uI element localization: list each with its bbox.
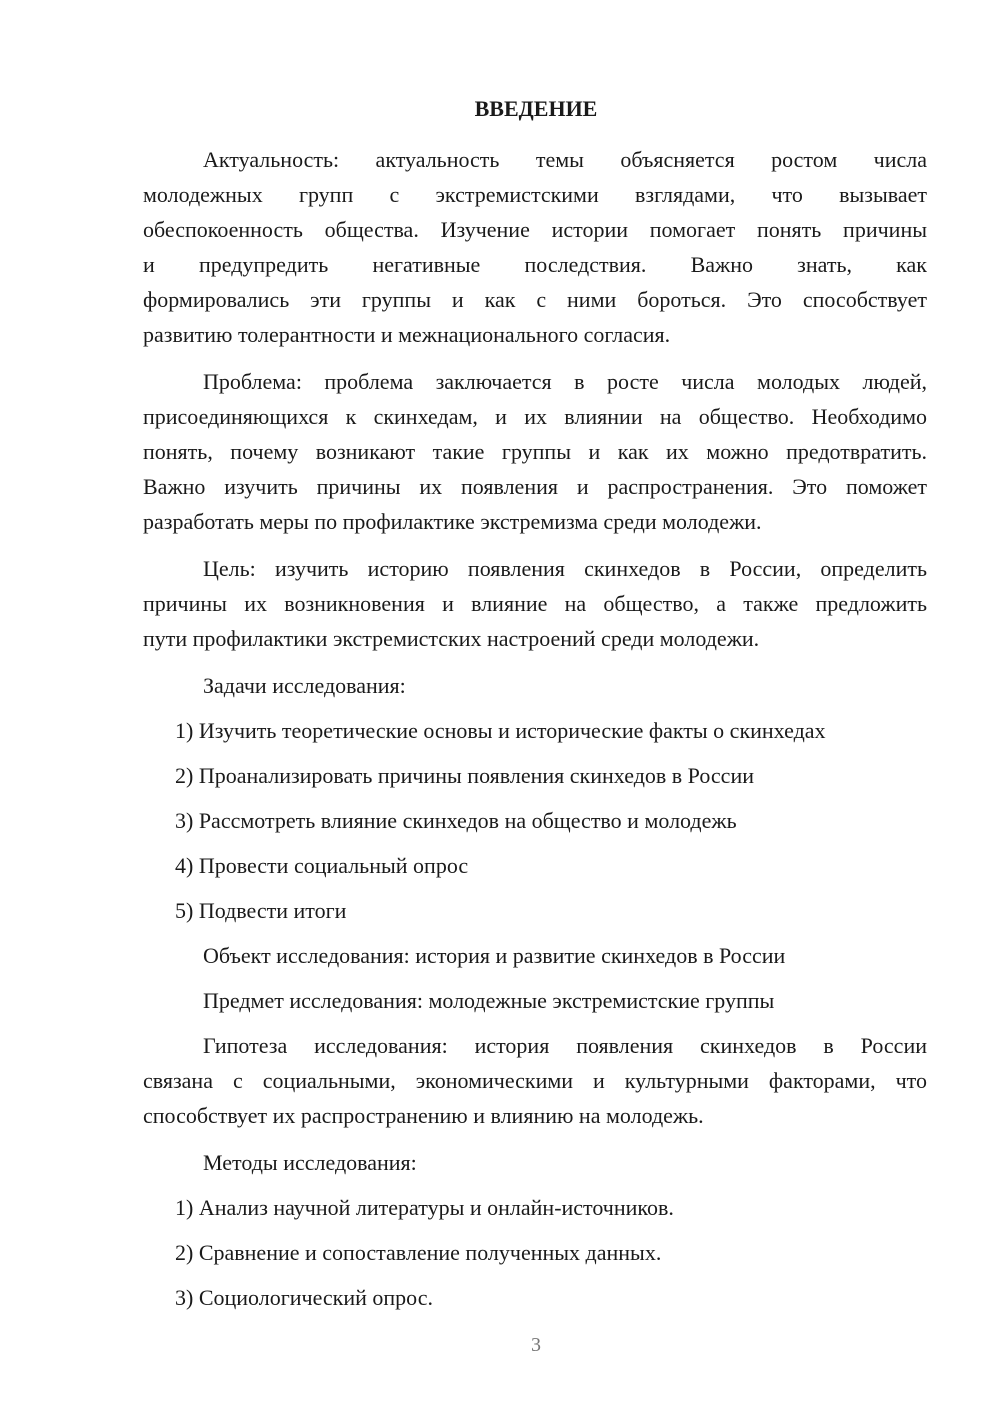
- paragraph-line: Важно изучить причины их появления и распространения. Это поможет: [143, 474, 927, 499]
- list-item: 1) Изучить теоретические основы и исторические факты о скинхедах: [175, 718, 826, 743]
- paragraph-line: молодежных групп с экстремистскими взглядами, что вызывает: [143, 182, 927, 207]
- document-body: [143, 142, 927, 1325]
- paragraph-line: причины их возникновения и влияние на общество, а также предложить: [143, 591, 927, 616]
- paragraph: [143, 364, 927, 539]
- paragraph-line: Гипотеза исследования: история появления скинхедов в России: [203, 1033, 927, 1058]
- paragraph: [143, 1028, 927, 1133]
- section-title: ВВЕДЕНИЕ: [474, 96, 598, 121]
- paragraph: Задачи исследования:: [203, 673, 406, 698]
- paragraph-line: пути профилактики экстремистских настроений среди молодежи.: [143, 626, 760, 651]
- paragraph-line: развитию толерантности и межнационального согласия.: [143, 322, 671, 347]
- list-item: 2) Сравнение и сопоставление полученных данных.: [175, 1240, 662, 1265]
- paragraph: Объект исследования: история и развитие скинхедов в России: [203, 943, 786, 968]
- paragraph-line: Цель: изучить историю появления скинхедов в России, определить: [203, 556, 927, 581]
- paragraph-line: обеспокоенность общества. Изучение истории помогает понять причины: [143, 217, 927, 242]
- list-item: 2) Проанализировать причины появления скинхедов в России: [175, 763, 754, 788]
- list-item: 5) Подвести итоги: [175, 898, 347, 923]
- paragraph: Предмет исследования: молодежные экстремистские группы: [203, 988, 775, 1013]
- list-item: 3) Рассмотреть влияние скинхедов на общество и молодежь: [175, 808, 737, 833]
- list-item: 4) Провести социальный опрос: [175, 853, 469, 878]
- paragraph: [143, 551, 927, 656]
- page-number: 3: [531, 1334, 541, 1356]
- paragraph-line: и предупредить негативные последствия. Важно знать, как: [143, 252, 927, 277]
- paragraph: Методы исследования:: [203, 1150, 417, 1175]
- paragraph-line: разработать меры по профилактике экстремизма среди молодежи.: [143, 509, 762, 534]
- paragraph-line: Проблема: проблема заключается в росте числа молодых людей,: [203, 369, 927, 394]
- list-item: 1) Анализ научной литературы и онлайн-источников.: [175, 1195, 674, 1220]
- paragraph-line: связана с социальными, экономическими и культурными факторами, что: [143, 1068, 927, 1093]
- paragraph-line: понять, почему возникают такие группы и как их можно предотвратить.: [143, 439, 927, 464]
- paragraph-line: Актуальность: актуальность темы объясняется ростом числа: [203, 147, 927, 172]
- paragraph-line: способствует их распространению и влиянию на молодежь.: [143, 1103, 704, 1128]
- paragraph-line: присоединяющихся к скинхедам, и их влиянии на общество. Необходимо: [143, 404, 927, 429]
- paragraph: [143, 142, 927, 352]
- paragraph-line: формировались эти группы и как с ними бороться. Это способствует: [143, 287, 927, 312]
- list-item: 3) Социологический опрос.: [175, 1285, 433, 1310]
